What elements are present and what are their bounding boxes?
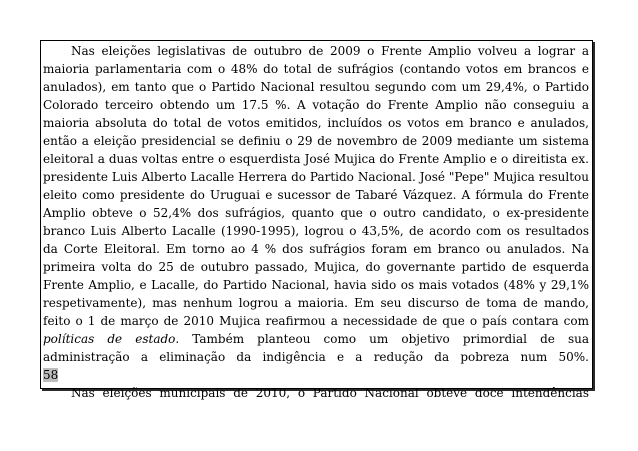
text-line: Amplio obteve o 52,4% dos sufrágios, quanto que o outro candidato, o ex-presidente	[43, 206, 589, 220]
text-line: feito o 1 de março de 2010 Mujica reafirmou a necessidade de que o país contara com	[43, 314, 589, 328]
text-span: . Também planteou como um objetivo primordial de sua	[175, 332, 589, 346]
italic-phrase: políticas de estado	[43, 332, 176, 346]
text-line: primeira volta do 25 de outubro passado, Mujica, do governante partido de esquerda	[43, 260, 589, 274]
text-box	[40, 40, 593, 400]
text-line: Colorado terceiro obtendo um 17.5 %. A votação do Frente Amplio não conseguiu a	[43, 98, 589, 112]
text-line: então a eleição presidencial se definiu o 29 de novembro de 2009 mediante um sistema	[43, 134, 589, 148]
text-line: maioria absoluta do total de votos emitidos, incluídos os votos em branco e anulados,	[43, 116, 589, 130]
text-line: branco Luis Alberto Lacalle (1990-1995), logrou o 43,5%, de acordo com os resultados	[43, 224, 589, 238]
text-line: respetivamente), mas nenhum logrou a maioria. Em seu discurso de toma de mando,	[43, 296, 589, 310]
text-line: eleito como presidente do Uruguai e sucessor de Tabaré Vázquez. A fórmula do Frente	[43, 188, 589, 202]
text-line: maioria parlamentaria com o 48% do total de sufrágios (contando votos em brancos e	[43, 62, 589, 76]
text-line: Nas eleições legislativas de outubro de 2009 o Frente Amplio volveu a lograr a	[71, 44, 589, 58]
text-line: Nas eleições municipais de 2010, o Partido Nacional obteve doce intendências	[71, 386, 589, 400]
footnote-line	[43, 366, 589, 384]
text-line: eleitoral a duas voltas entre o esquerdista José Mujica do Frente Amplio e o direitista ex.	[43, 152, 589, 166]
text-line: Frente Amplio, e Lacalle, do Partido Nacional, havia sido os mais votados (48% y 29,1%	[43, 278, 589, 292]
text-line: da Corte Eleitoral. Em torno ao 4 % dos sufrágios foram em branco ou anulados. Na	[43, 242, 589, 256]
text-line	[43, 330, 589, 348]
text-line: presidente Luis Alberto Lacalle Herrera do Partido Nacional. José "Pepe" Mujica resultou	[43, 170, 589, 184]
text-line: administração a eliminação da indigência e a redução da pobreza num 50%.	[43, 350, 589, 364]
text-line: anulados), em tanto que o Partido Nacional resultou segundo com um 29,4%, o Partido	[43, 80, 589, 94]
footnote-marker[interactable]: 58	[43, 368, 59, 382]
